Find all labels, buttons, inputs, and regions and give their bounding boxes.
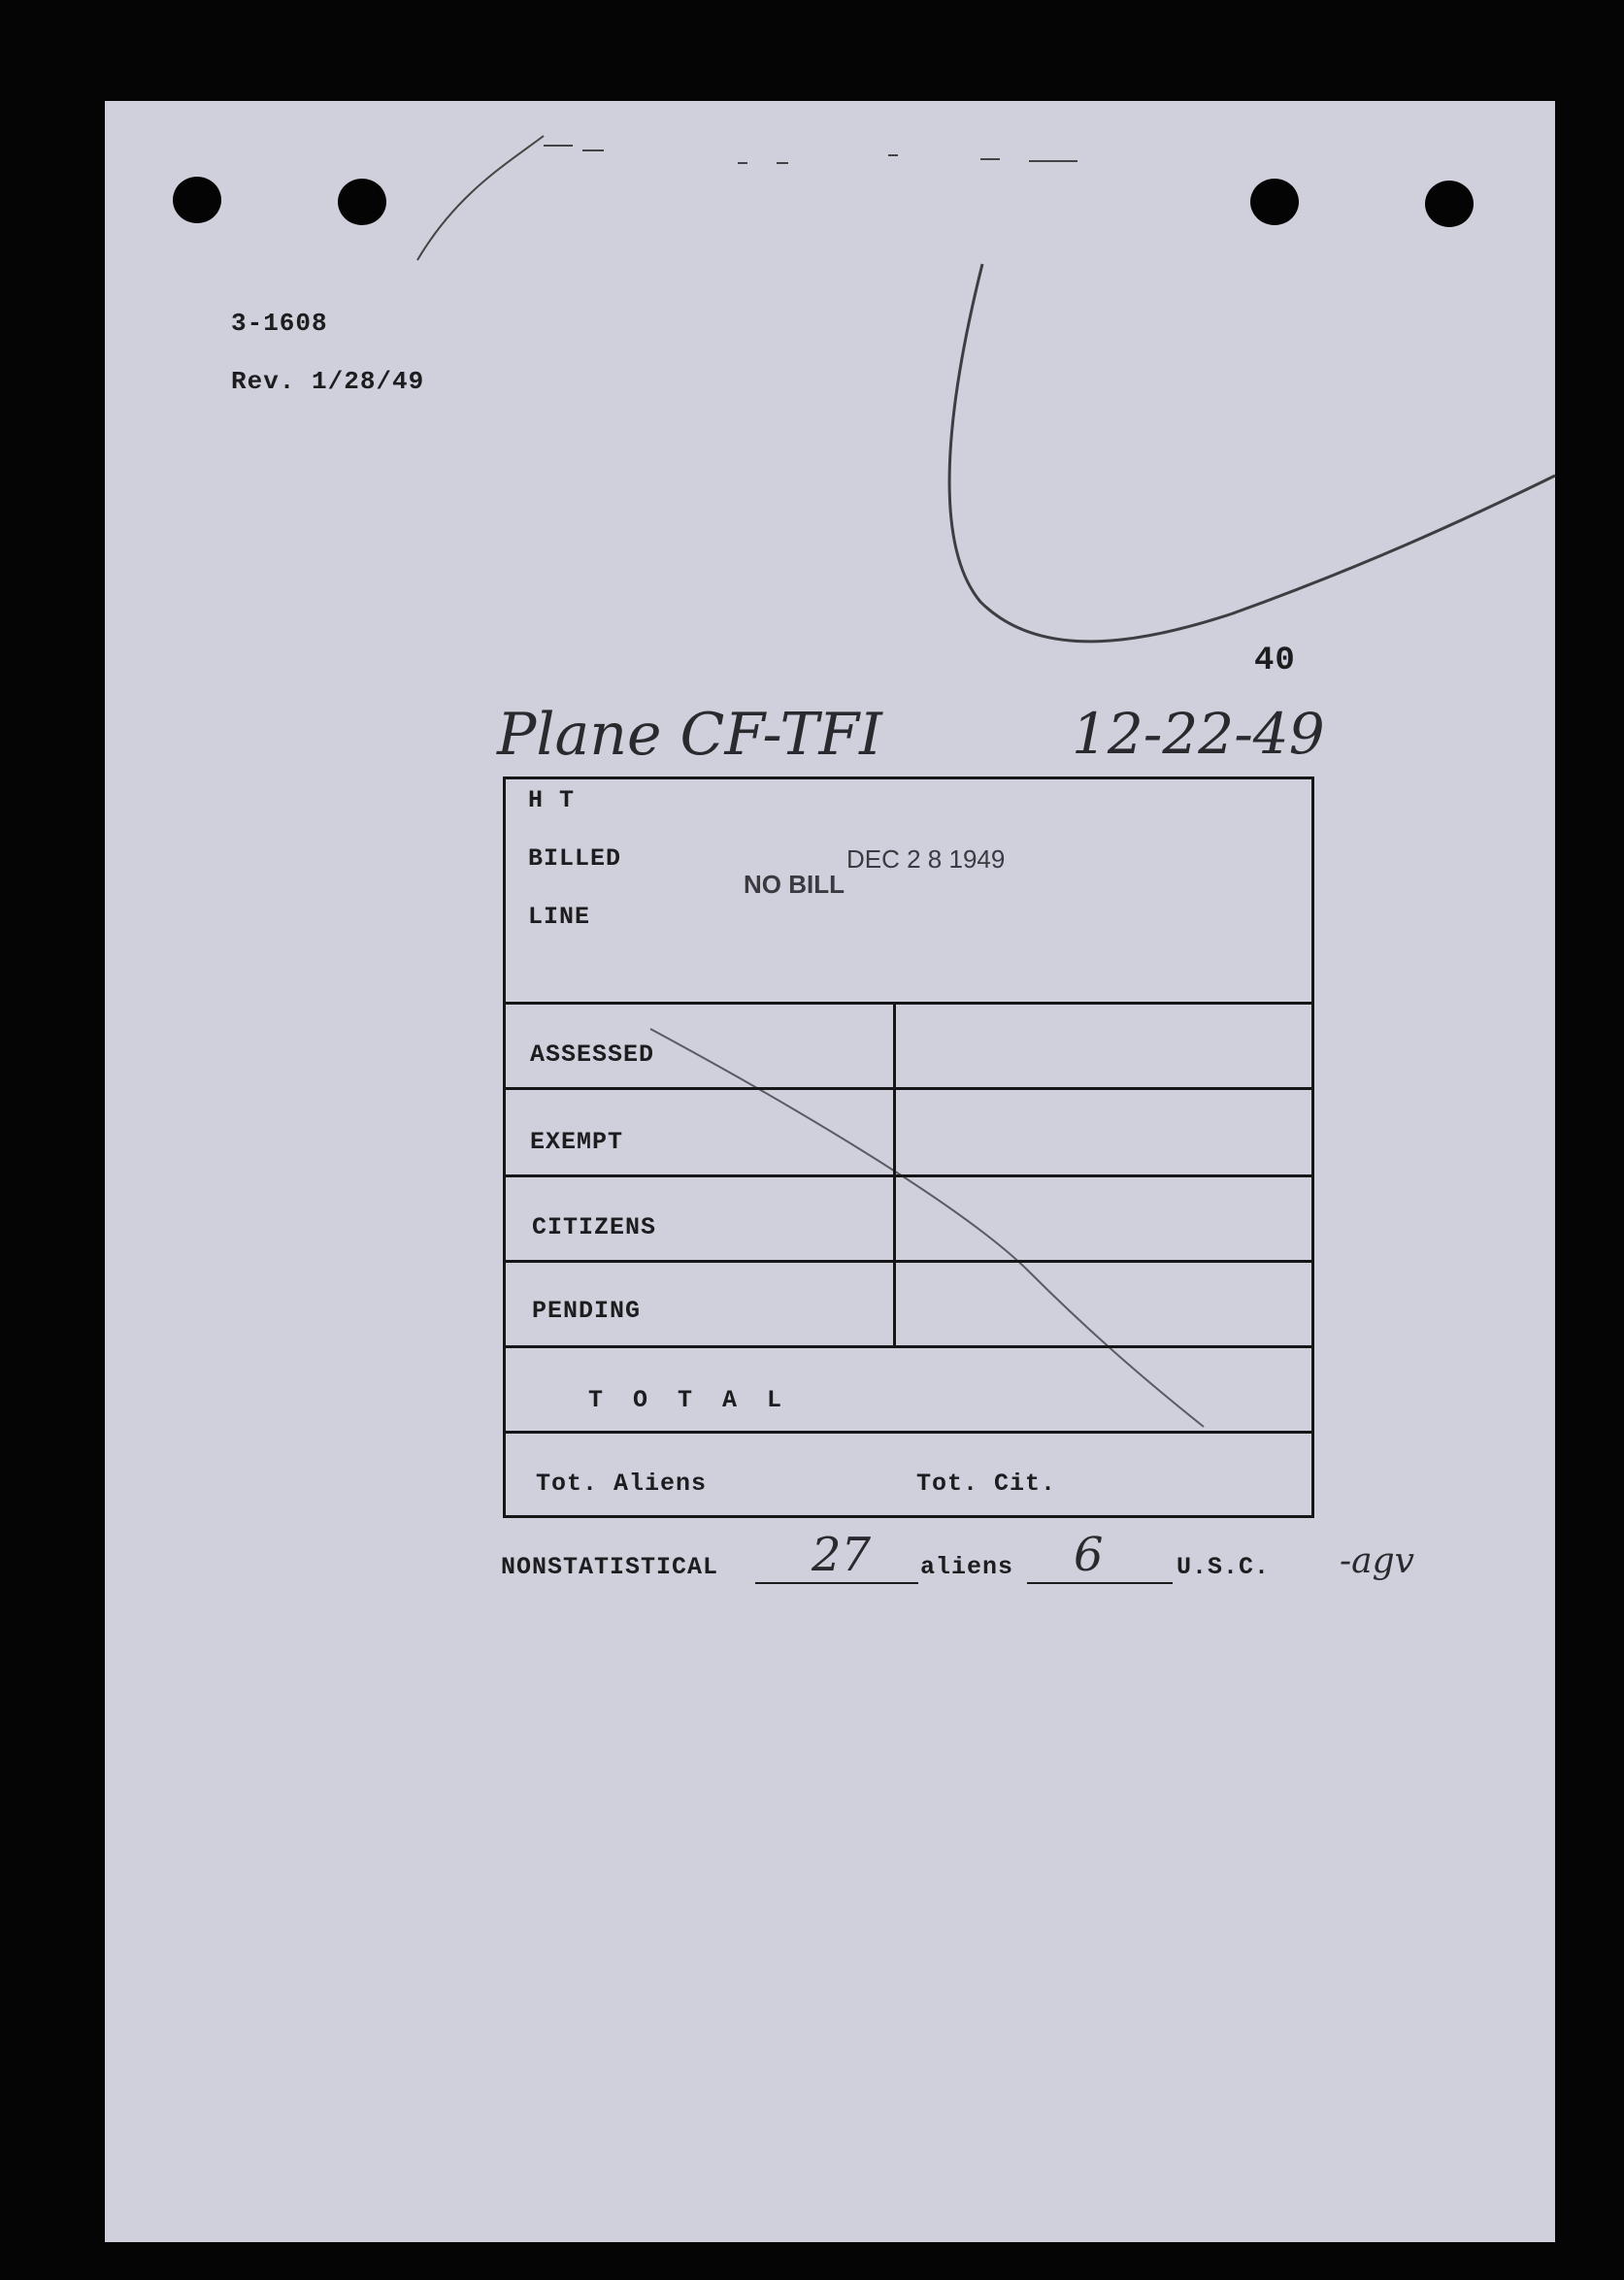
header-billed: BILLED: [528, 844, 622, 873]
nonstatistical-label: NONSTATISTICAL: [501, 1553, 719, 1581]
handwritten-date: 12-22-49: [1072, 701, 1325, 767]
total-label: T O T A L: [588, 1386, 790, 1414]
row-pending-label: PENDING: [532, 1297, 642, 1325]
form-table: [503, 777, 1314, 1518]
form-number: 3-1608: [231, 309, 328, 338]
handwritten-initials: -agv: [1340, 1541, 1415, 1581]
date-stamp: DEC 2 8 1949: [846, 844, 1006, 874]
handwritten-vessel: Plane CF-TFI: [497, 701, 882, 769]
top-right-number: 40: [1254, 643, 1296, 679]
handwritten-citizens-count: 6: [1074, 1528, 1104, 1582]
tot-aliens-label: Tot. Aliens: [536, 1470, 708, 1498]
no-bill-stamp: NO BILL: [744, 870, 845, 899]
header-line: LINE: [528, 903, 591, 931]
row-citizens-label: CITIZENS: [532, 1213, 657, 1241]
form-revision: Rev. 1/28/49: [231, 367, 425, 396]
row-assessed-label: ASSESSED: [530, 1041, 655, 1069]
usc-label: U.S.C.: [1177, 1553, 1271, 1581]
aliens-label: aliens: [920, 1553, 1014, 1581]
handwritten-aliens-count: 27: [812, 1528, 872, 1582]
tot-cit-label: Tot. Cit.: [916, 1470, 1057, 1498]
header-ht: H T: [528, 786, 576, 814]
row-exempt-label: EXEMPT: [530, 1128, 624, 1156]
